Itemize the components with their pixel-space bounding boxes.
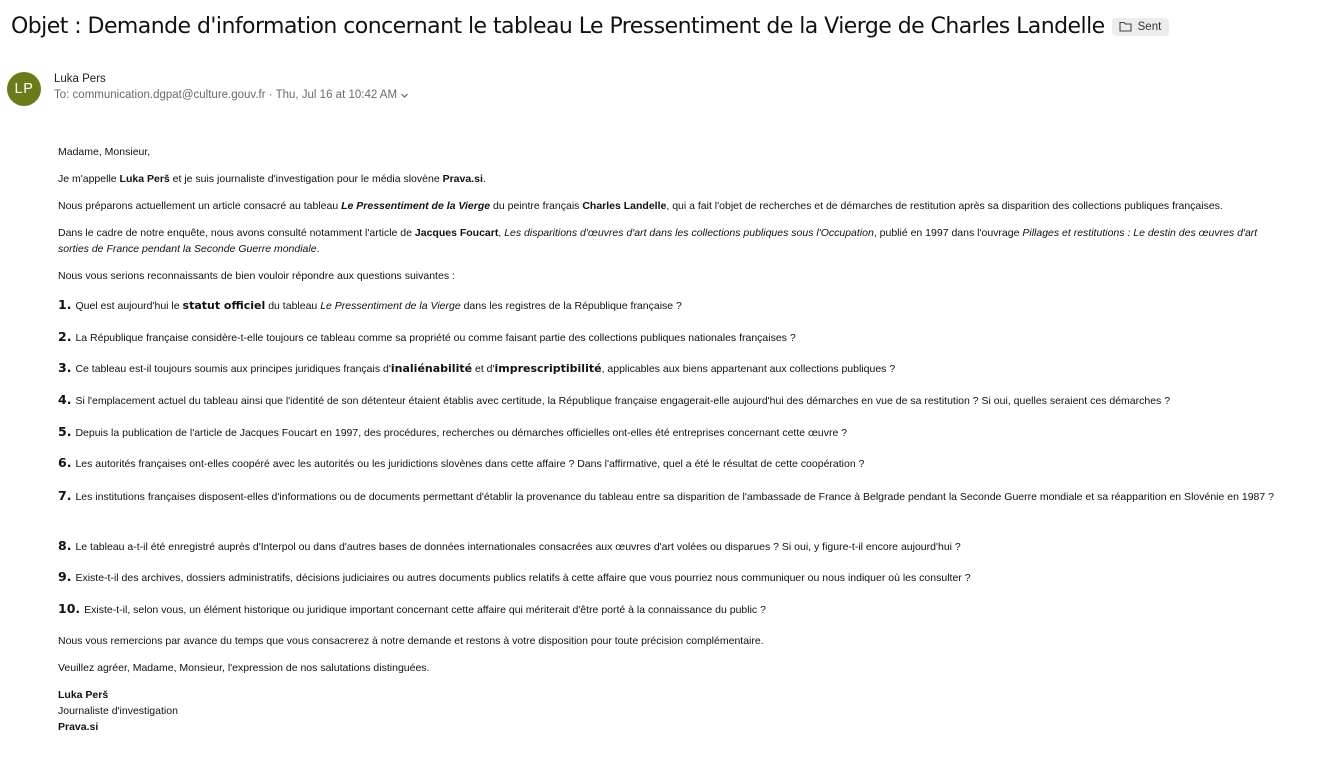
- sources-text-1: Dans le cadre de notre enquête, nous avons consulté notamment l'article de: [58, 227, 415, 239]
- question-number: 2.: [58, 329, 72, 344]
- greeting: Madame, Monsieur,: [58, 146, 151, 158]
- question-7: [58, 486, 1283, 507]
- question-6: [58, 455, 1283, 472]
- source-article: Les disparitions d'œuvres d'art dans les collections publiques sous l'Occupation: [504, 227, 874, 239]
- question-1: [58, 297, 1283, 314]
- question-text: La République française considère-t-elle toujours ce tableau comme sa propriété ou comme faisant partie des collections publiques nationales françaises ?: [75, 332, 796, 344]
- question-emphasis: statut officiel: [182, 299, 266, 312]
- sources-text-4: .: [316, 243, 320, 255]
- painting-title: Le Pressentiment de la Vierge: [320, 300, 461, 312]
- chevron-down-icon[interactable]: [400, 91, 409, 100]
- question-text: Les autorités françaises ont-elles coopéré avec les autorités ou les juridictions slovènes dans cette affaire ? Dans l'affirmative, quel a été le résultat de cette coopération ?: [75, 458, 865, 470]
- folder-badge-sent[interactable]: [1112, 18, 1170, 36]
- media-name: Prava.si: [442, 173, 483, 185]
- sources-paragraph: [58, 225, 1283, 257]
- context-paragraph: [58, 198, 1283, 214]
- intro-paragraph: [58, 171, 1283, 187]
- question-text: Les institutions françaises disposent-elles d'informations ou de documents permettant d'établir la provenance du tableau entre sa disparition de l'ambassade de France à Belgrade pendant la Seconde Guerre mondiale et sa réapparition en Slovénie en 1987 ?: [75, 491, 1274, 503]
- question-9: [58, 569, 1283, 586]
- avatar-initials: LP: [14, 81, 34, 97]
- folder-label: Sent: [1137, 20, 1162, 33]
- question-number: 8.: [58, 538, 72, 553]
- question-number: 4.: [58, 392, 72, 407]
- question-text: Depuis la publication de l'article de Jacques Foucart en 1997, des procédures, recherches ou démarches officielles ont-elles été entreprises concernant cette œuvre ?: [75, 427, 848, 439]
- avatar: [7, 72, 41, 106]
- question-8: [58, 538, 1283, 555]
- source-book: Pillages et restitutions : Le destin des œuvres d'art sorties de France pendant la Seconde Guerre mondiale: [58, 227, 1258, 255]
- thanks-paragraph: Nous vous remercions par avance du temps que vous consacrerez à notre demande et restons à votre disposition pour toute précision complémentaire.: [58, 635, 764, 647]
- question-text: dans les registres de la République française ?: [460, 300, 682, 312]
- painting-title: Le Pressentiment de la Vierge: [341, 200, 491, 212]
- sender-name[interactable]: Luka Pers: [54, 73, 106, 85]
- question-number: 3.: [58, 360, 72, 375]
- sources-text-3: , publié en 1997 dans l'ouvrage: [873, 227, 1023, 239]
- context-text-1: Nous préparons actuellement un article consacré au tableau: [58, 200, 342, 212]
- question-number: 7.: [58, 488, 72, 503]
- question-emphasis: imprescriptibilité: [494, 362, 602, 375]
- intro-text-3: .: [482, 173, 486, 185]
- context-text-3: , qui a fait l'objet de recherches et de démarches de restitution après sa disparition des collections publiques françaises.: [666, 200, 1223, 212]
- question-5: [58, 424, 1283, 441]
- recipients-line: [54, 89, 409, 101]
- context-text-2: du peintre français: [490, 200, 583, 212]
- question-text: Existe-t-il des archives, dossiers administratifs, décisions judiciaires ou autres documents publics relatifs à cette affaire que vous pourriez nous communiquer ou nous indiquer où les consulter ?: [75, 572, 971, 584]
- email-subject: Objet : Demande d'information concernant le tableau Le Pressentiment de la Vierge de Charles Landelle: [11, 14, 1105, 39]
- question-number: 5.: [58, 424, 72, 439]
- question-4: [58, 392, 1283, 409]
- question-text: et d': [472, 363, 495, 375]
- email-header: [11, 14, 1307, 39]
- question-text: du tableau: [265, 300, 321, 312]
- question-emphasis: inaliénabilité: [390, 362, 473, 375]
- sent-date: · Thu, Jul 16 at 10:42 AM: [268, 89, 398, 101]
- question-3: [58, 360, 1283, 377]
- signature-name: Luka Perš: [58, 689, 109, 701]
- question-number: 6.: [58, 455, 72, 470]
- author-name: Luka Perš: [119, 173, 170, 185]
- question-10: [58, 601, 1283, 618]
- question-number: 9.: [58, 569, 72, 584]
- question-text: Ce tableau est-il toujours soumis aux principes juridiques français d': [75, 363, 391, 375]
- folder-icon: [1119, 21, 1132, 32]
- painter-name: Charles Landelle: [582, 200, 667, 212]
- signature-title: Journaliste d'investigation: [58, 705, 178, 717]
- question-text: Quel est aujourd'hui le: [75, 300, 183, 312]
- question-2: [58, 329, 1283, 346]
- signature-org: Prava.si: [58, 721, 99, 733]
- question-text: Existe-t-il, selon vous, un élément historique ou juridique important concernant cette affaire qui mériterait d'être porté à la connaissance du public ?: [84, 604, 766, 616]
- source-author: Jacques Foucart: [414, 227, 499, 239]
- questions-intro: Nous vous serions reconnaissants de bien vouloir répondre aux questions suivantes :: [58, 270, 455, 282]
- question-text: Le tableau a-t-il été enregistré auprès d'Interpol ou dans d'autres bases de données internationales consacrées aux œuvres d'art volées ou disparues ? Si oui, y figure-t-il encore aujourd'hui ?: [75, 541, 961, 553]
- recipient-address[interactable]: communication.dgpat@culture.gouv.fr: [72, 89, 266, 101]
- question-number: 1.: [58, 297, 72, 312]
- to-label: To:: [54, 89, 70, 101]
- intro-text-2: et je suis journaliste d'investigation pour le média slovène: [169, 173, 443, 185]
- intro-text-1: Je m'appelle: [58, 173, 120, 185]
- closing-paragraph: Veuillez agréer, Madame, Monsieur, l'expression de nos salutations distinguées.: [58, 662, 430, 674]
- sources-text-2: ,: [498, 227, 505, 239]
- question-text: Si l'emplacement actuel du tableau ainsi que l'identité de son détenteur étaient établis avec certitude, la République française engagerait-elle aujourd'hui des démarches en vue de sa restitution ? Si oui, quelles seraient ces démarches ?: [75, 395, 1171, 407]
- question-text: , applicables aux biens appartenant aux collections publiques ?: [601, 363, 896, 375]
- question-number: 10.: [58, 601, 81, 616]
